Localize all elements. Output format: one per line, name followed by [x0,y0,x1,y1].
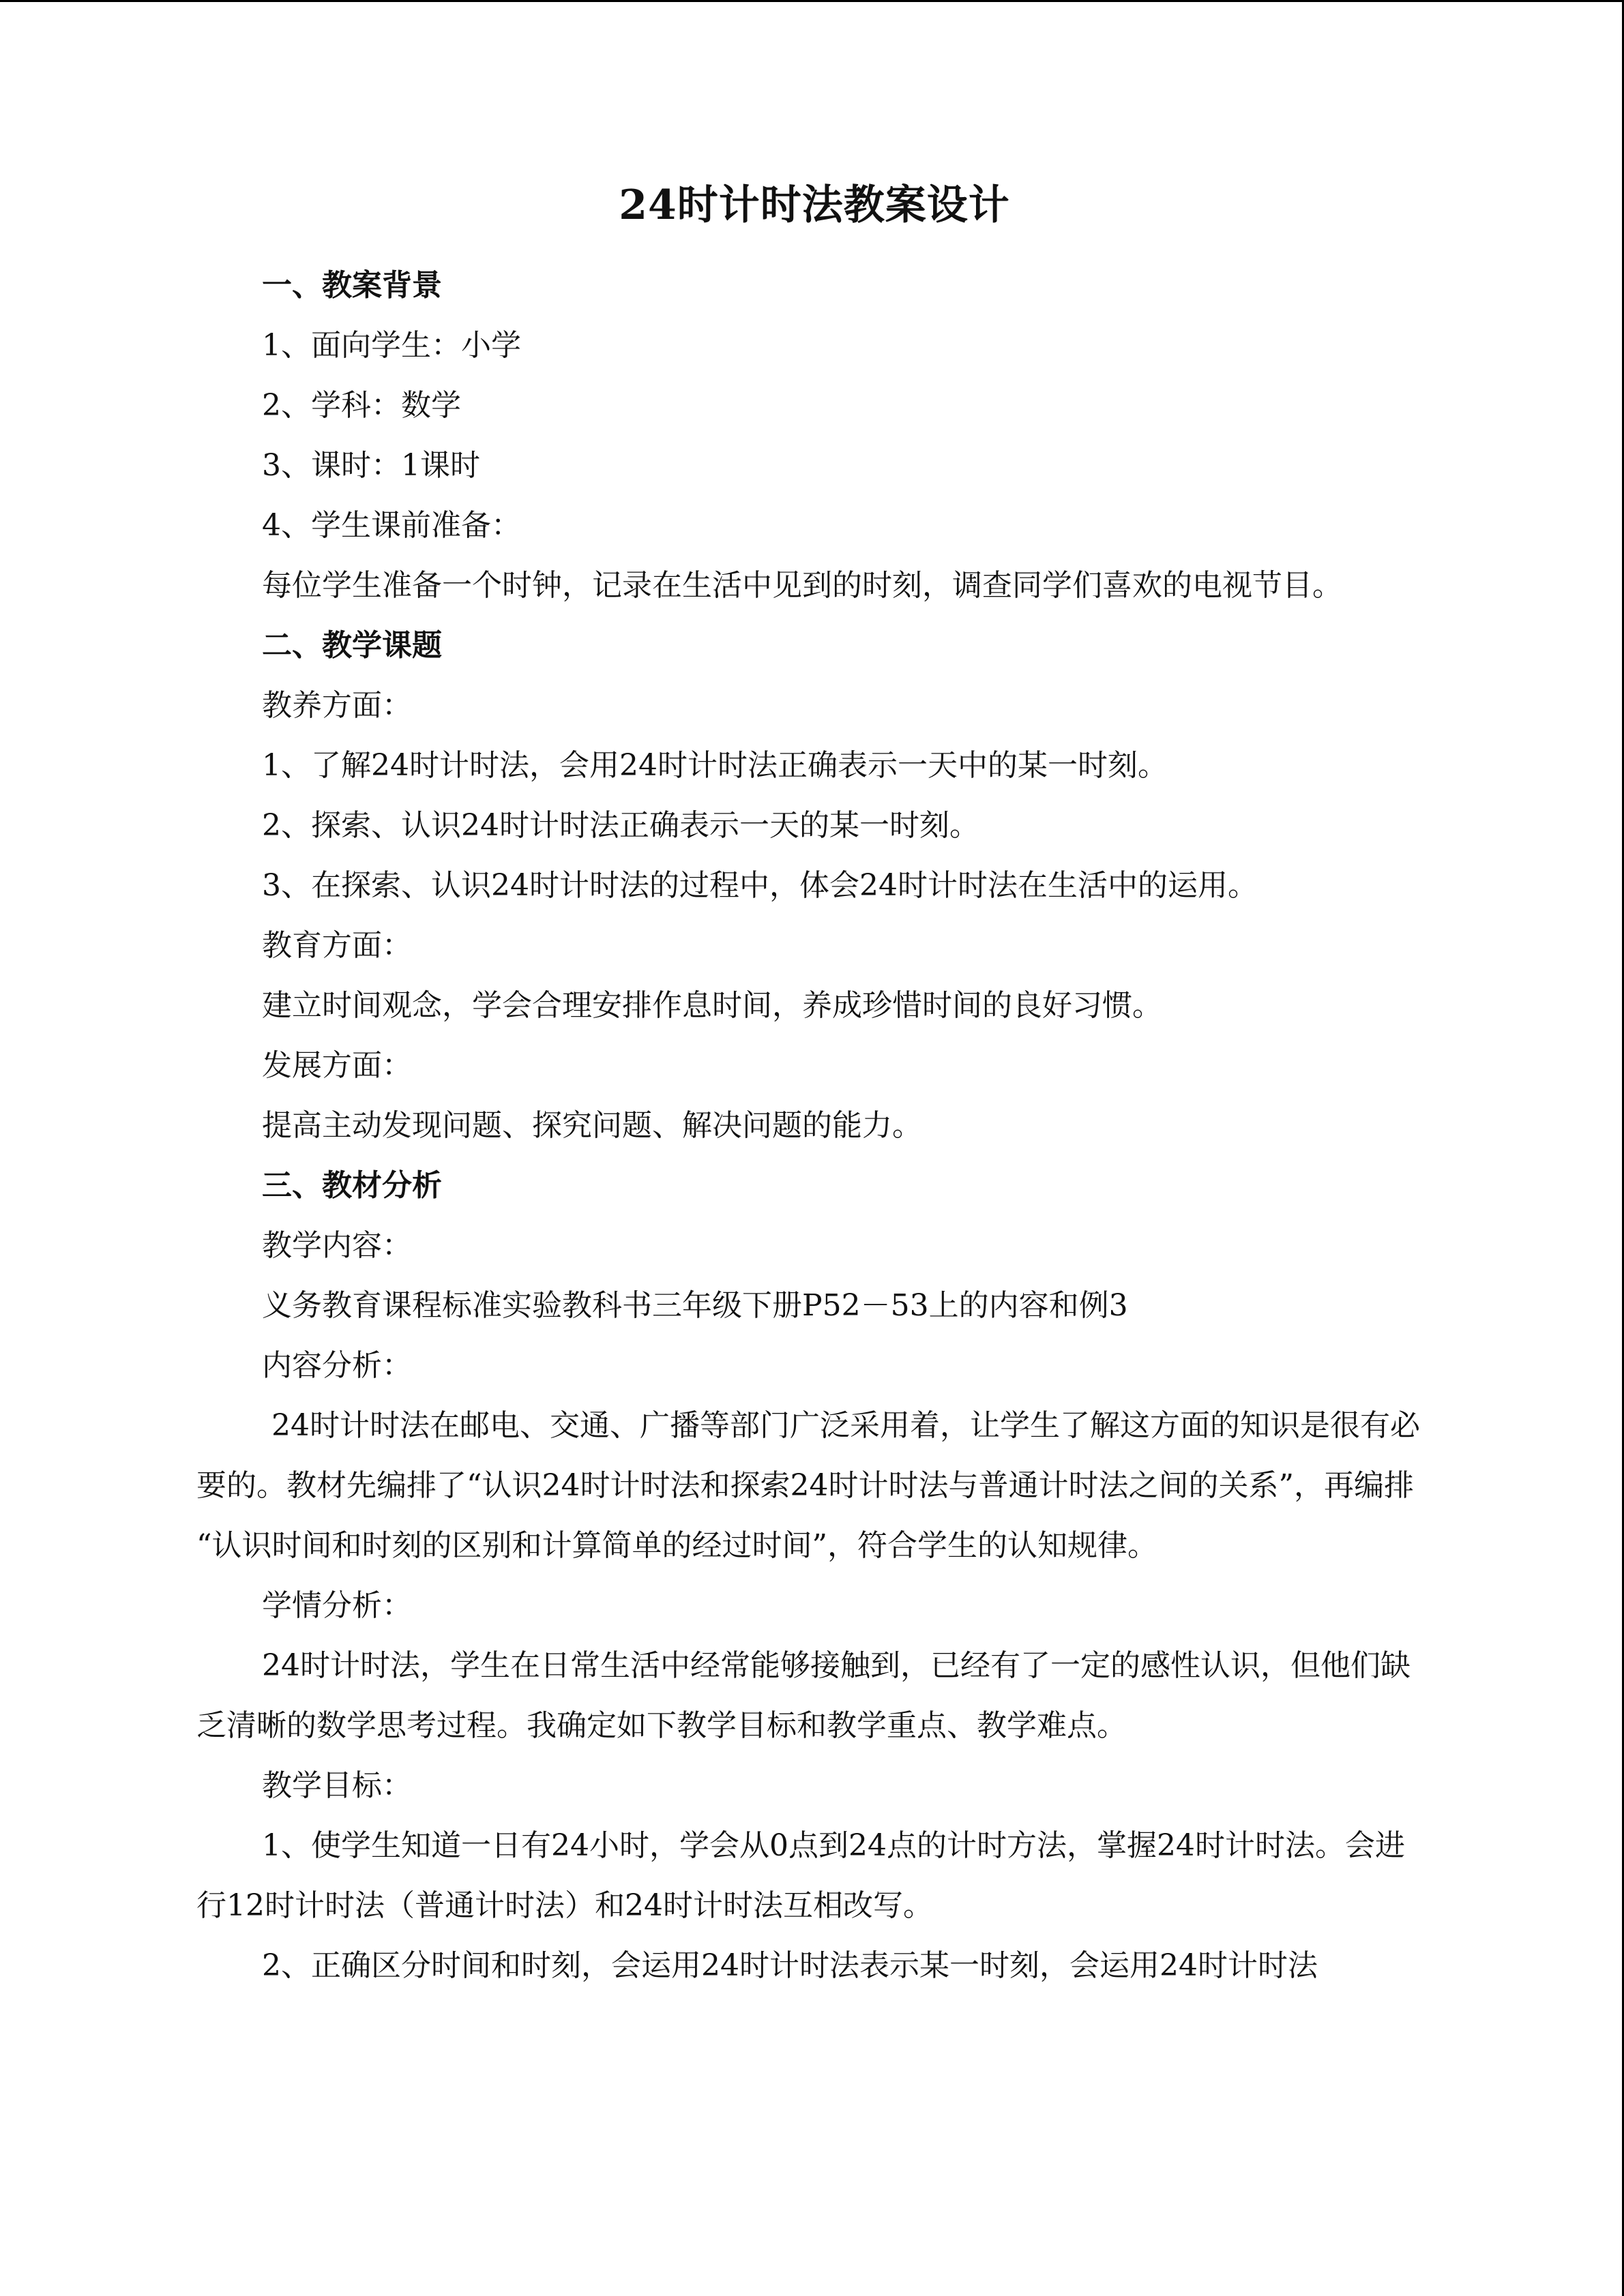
paragraph: 发展方面： [262,1048,412,1083]
paragraph: 教学目标： [262,1768,412,1803]
document-body [196,256,1432,1996]
paragraph: 2、探索、认识24时计时法正确表示一天的某一时刻。 [262,808,979,843]
paragraph: 1、了解24时计时法，会用24时计时法正确表示一天中的某一时刻。 [262,748,1168,783]
paragraph: 24时计时法，学生在日常生活中经常能够接触到，已经有了一定的感性认识，但他们缺乏清晰的数学思考过程。我确定如下教学目标和教学重点、教学难点。 [196,1648,1411,1743]
paragraph: 教育方面： [262,928,412,963]
paragraph: 建立时间观念，学会合理安排作息时间，养成珍惜时间的良好习惯。 [262,988,1162,1023]
paragraph: 1、面向学生：小学 [262,328,521,363]
document-title: 24时计时法教案设计 [619,181,1010,229]
paragraph: 2、学科：数学 [262,388,461,423]
paragraph: 教养方面： [262,688,412,723]
paragraph: 3、在探索、认识24时计时法的过程中，体会24时计时法在生活中的运用。 [262,868,1258,903]
section-heading: 二、教学课题 [262,628,442,663]
paragraph: 24时计时法在邮电、交通、广播等部门广泛采用着，让学生了解这方面的知识是很有必要的。教材先编排了“认识24时计时法和探索24时计时法与普通计时法之间的关系”，再编排 “认识时间和时刻的区别和计算简单的经过时间”，符合学生的认知规律。 [196,1408,1423,1563]
paragraph: 2、正确区分时间和时刻，会运用24时计时法表示某一时刻，会运用24时计时法 [262,1948,1318,1983]
paragraph: 学情分析： [262,1588,412,1623]
paragraph: 教学内容： [262,1228,412,1263]
paragraph: 内容分析： [262,1348,412,1383]
paragraph: 4、学生课前准备： [262,508,521,543]
section-heading: 一、教案背景 [262,268,442,303]
paragraph: 1、使学生知道一日有24小时，学会从0点到24点的计时方法，掌握24时计时法。会进行12时计时法（普通计时法）和24时计时法互相改写。 [196,1828,1405,1923]
section-heading: 三、教材分析 [262,1168,442,1203]
paragraph: 每位学生准备一个时钟，记录在生活中见到的时刻，调查同学们喜欢的电视节目。 [262,568,1342,603]
paragraph: 3、课时：1课时 [262,448,480,483]
paragraph: 义务教育课程标准实验教科书三年级下册P52－53上的内容和例3 [262,1288,1128,1323]
document-content [196,174,1432,1996]
paragraph: 提高主动发现问题、探究问题、解决问题的能力。 [262,1108,922,1143]
